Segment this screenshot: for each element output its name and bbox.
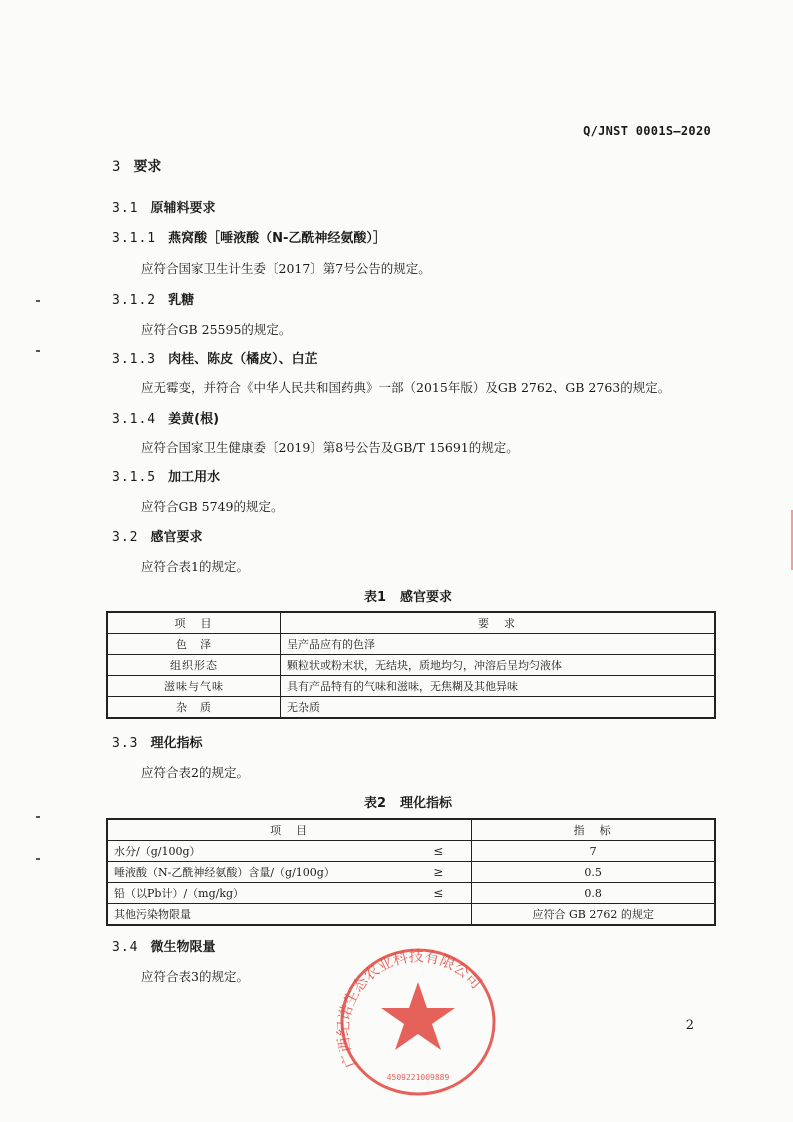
section-3-2-heading	[112, 526, 203, 545]
table-cell: 其他污染物限量	[107, 904, 380, 926]
section-3-1-1-heading	[112, 227, 386, 246]
section-3-1-2-heading	[112, 289, 194, 308]
table1-caption-title: 感官要求	[400, 590, 453, 605]
table-cell: 杂 质	[107, 697, 281, 719]
table-cell: 色 泽	[107, 634, 281, 655]
section-3-1-3-heading	[112, 348, 318, 367]
section-3-1-5-heading	[112, 466, 220, 485]
table-row	[107, 841, 715, 862]
section-title: 理化指标	[150, 736, 203, 751]
section-3-1-5-text: 应符合GB 5749的规定。	[141, 499, 284, 514]
section-number: 3.1.2	[112, 293, 157, 308]
table-cell: 具有产品特有的气味和滋味，无焦糊及其他异味	[281, 676, 716, 697]
section-3-1-4-text: 应符合国家卫生健康委〔2019〕第8号公告及GB/T 15691的规定。	[141, 440, 519, 455]
table-header-cell: 要 求	[281, 612, 716, 634]
section-3-1-heading	[112, 197, 216, 216]
table2-caption	[364, 792, 452, 811]
section-title: 要求	[133, 159, 162, 175]
table1-caption	[364, 586, 452, 605]
table-cell-operator: ≤	[380, 841, 472, 862]
section-3-1-3-text: 应无霉变，并符合《中华人民共和国药典》一部（2015年版）及GB 2762、GB 2763的规定。	[141, 380, 671, 395]
scan-mark	[36, 350, 40, 352]
section-title: 肉桂、陈皮（橘皮）、白芷	[168, 352, 318, 367]
scan-mark	[36, 300, 40, 302]
document-code: Q/JNST 0001S—2020	[583, 124, 711, 138]
table-cell: 无杂质	[281, 697, 716, 719]
table-row	[107, 862, 715, 883]
section-title: 加工用水	[168, 470, 221, 485]
section-number: 3.3	[112, 736, 139, 751]
table-header-row	[107, 819, 715, 841]
table1-caption-number: 表1	[364, 590, 387, 605]
section-number: 3.2	[112, 530, 139, 545]
table-cell: 组织形态	[107, 655, 281, 676]
table-row	[107, 676, 715, 697]
table-header-cell: 指 标	[472, 819, 715, 841]
table-cell: 颗粒状或粉末状，无结块，质地均匀，冲溶后呈均匀液体	[281, 655, 716, 676]
table-cell-operator: ≥	[380, 862, 472, 883]
section-title: 微生物限量	[150, 940, 216, 955]
table-header-cell: 项 目	[107, 819, 472, 841]
company-seal	[330, 940, 505, 1100]
seal-code: 4509221009889	[386, 1073, 450, 1082]
page-number: 2	[685, 1018, 694, 1033]
section-number: 3.1	[112, 201, 139, 216]
section-number: 3.1.4	[112, 412, 157, 427]
table-row	[107, 697, 715, 719]
table-cell: 0.8	[472, 883, 715, 904]
table-cell: 7	[472, 841, 715, 862]
section-3-2-text: 应符合表1的规定。	[141, 559, 249, 574]
section-3-1-2-text: 应符合GB 25595的规定。	[141, 322, 292, 337]
table-cell: 唾液酸（N-乙酰神经氨酸）含量/（g/100g）	[107, 862, 380, 883]
scan-mark	[36, 816, 40, 818]
table-cell: 应符合 GB 2762 的规定	[472, 904, 715, 926]
table-cell: 0.5	[472, 862, 715, 883]
table-header-cell: 项 目	[107, 612, 281, 634]
section-title: 燕窝酸［唾液酸（N-乙酰神经氨酸）］	[168, 231, 386, 246]
section-title: 感官要求	[150, 530, 203, 545]
table-header-row	[107, 612, 715, 634]
section-number: 3.1.1	[112, 231, 157, 246]
edge-seal-fragment	[783, 510, 793, 570]
section-3-3-heading	[112, 732, 203, 751]
section-3-1-1-text: 应符合国家卫生计生委〔2017〕第7号公告的规定。	[141, 261, 431, 276]
section-number: 3.1.3	[112, 352, 157, 367]
section-title: 姜黄(根)	[168, 412, 220, 427]
table-cell: 呈产品应有的色泽	[281, 634, 716, 655]
section-number: 3	[112, 159, 122, 175]
section-title: 乳糖	[168, 293, 195, 308]
table-row	[107, 904, 715, 926]
table2-caption-title: 理化指标	[400, 796, 453, 811]
section-3-1-4-heading	[112, 408, 219, 427]
table-row	[107, 883, 715, 904]
scan-mark	[36, 858, 40, 860]
seal-text: 广西纪诺生态农业科技有限公司	[334, 947, 486, 1071]
section-number: 3.1.5	[112, 470, 157, 485]
section-title: 原辅料要求	[150, 201, 216, 216]
table-cell: 滋味与气味	[107, 676, 281, 697]
section-3-3-text: 应符合表2的规定。	[141, 765, 249, 780]
seal-star-icon	[381, 982, 455, 1050]
table-cell: 铅（以Pb计）/（mg/kg）	[107, 883, 380, 904]
section-3-4-text: 应符合表3的规定。	[141, 969, 249, 984]
table-cell: 水分/（g/100g）	[107, 841, 380, 862]
section-3-4-heading	[112, 936, 216, 955]
sensory-requirements-table	[106, 611, 716, 719]
section-number: 3.4	[112, 940, 139, 955]
table-cell-operator	[380, 904, 472, 926]
table2-caption-number: 表2	[364, 796, 387, 811]
table-row	[107, 655, 715, 676]
table-row	[107, 634, 715, 655]
section-3-heading	[112, 156, 161, 176]
physicochemical-indicators-table	[106, 818, 716, 926]
table-cell-operator: ≤	[380, 883, 472, 904]
